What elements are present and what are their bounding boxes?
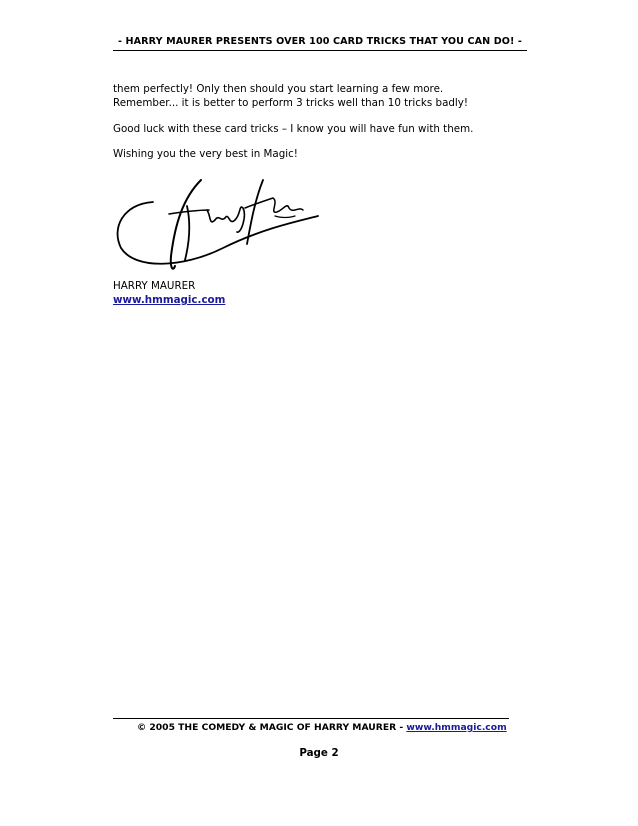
paragraph-line: them perfectly! Only then should you start learning a few more. (113, 83, 444, 95)
header-divider (113, 50, 527, 51)
footer-divider (113, 718, 509, 719)
page-header: - HARRY MAURER PRESENTS OVER 100 CARD TRICKS THAT YOU CAN DO! - (117, 36, 523, 47)
handwritten-signature (113, 176, 328, 276)
paragraph-line: Remember... it is better to perform 3 tricks well than 10 tricks badly! (113, 96, 469, 109)
footer-text (137, 722, 507, 733)
paragraph-good-luck: Good luck with these card tricks – I know you will have fun with them. (113, 123, 474, 135)
paragraph-closing-advice (113, 83, 527, 110)
footer-copyright: © 2005 THE COMEDY & MAGIC OF HARRY MAURER - (137, 722, 407, 733)
page-number: Page 2 (299, 747, 339, 759)
footer-website-link[interactable]: www.hmmagic.com (406, 722, 507, 733)
author-website-link[interactable]: www.hmmagic.com (113, 294, 226, 306)
paragraph-wishes: Wishing you the very best in Magic! (113, 148, 298, 160)
author-name: HARRY MAURER (113, 280, 196, 292)
